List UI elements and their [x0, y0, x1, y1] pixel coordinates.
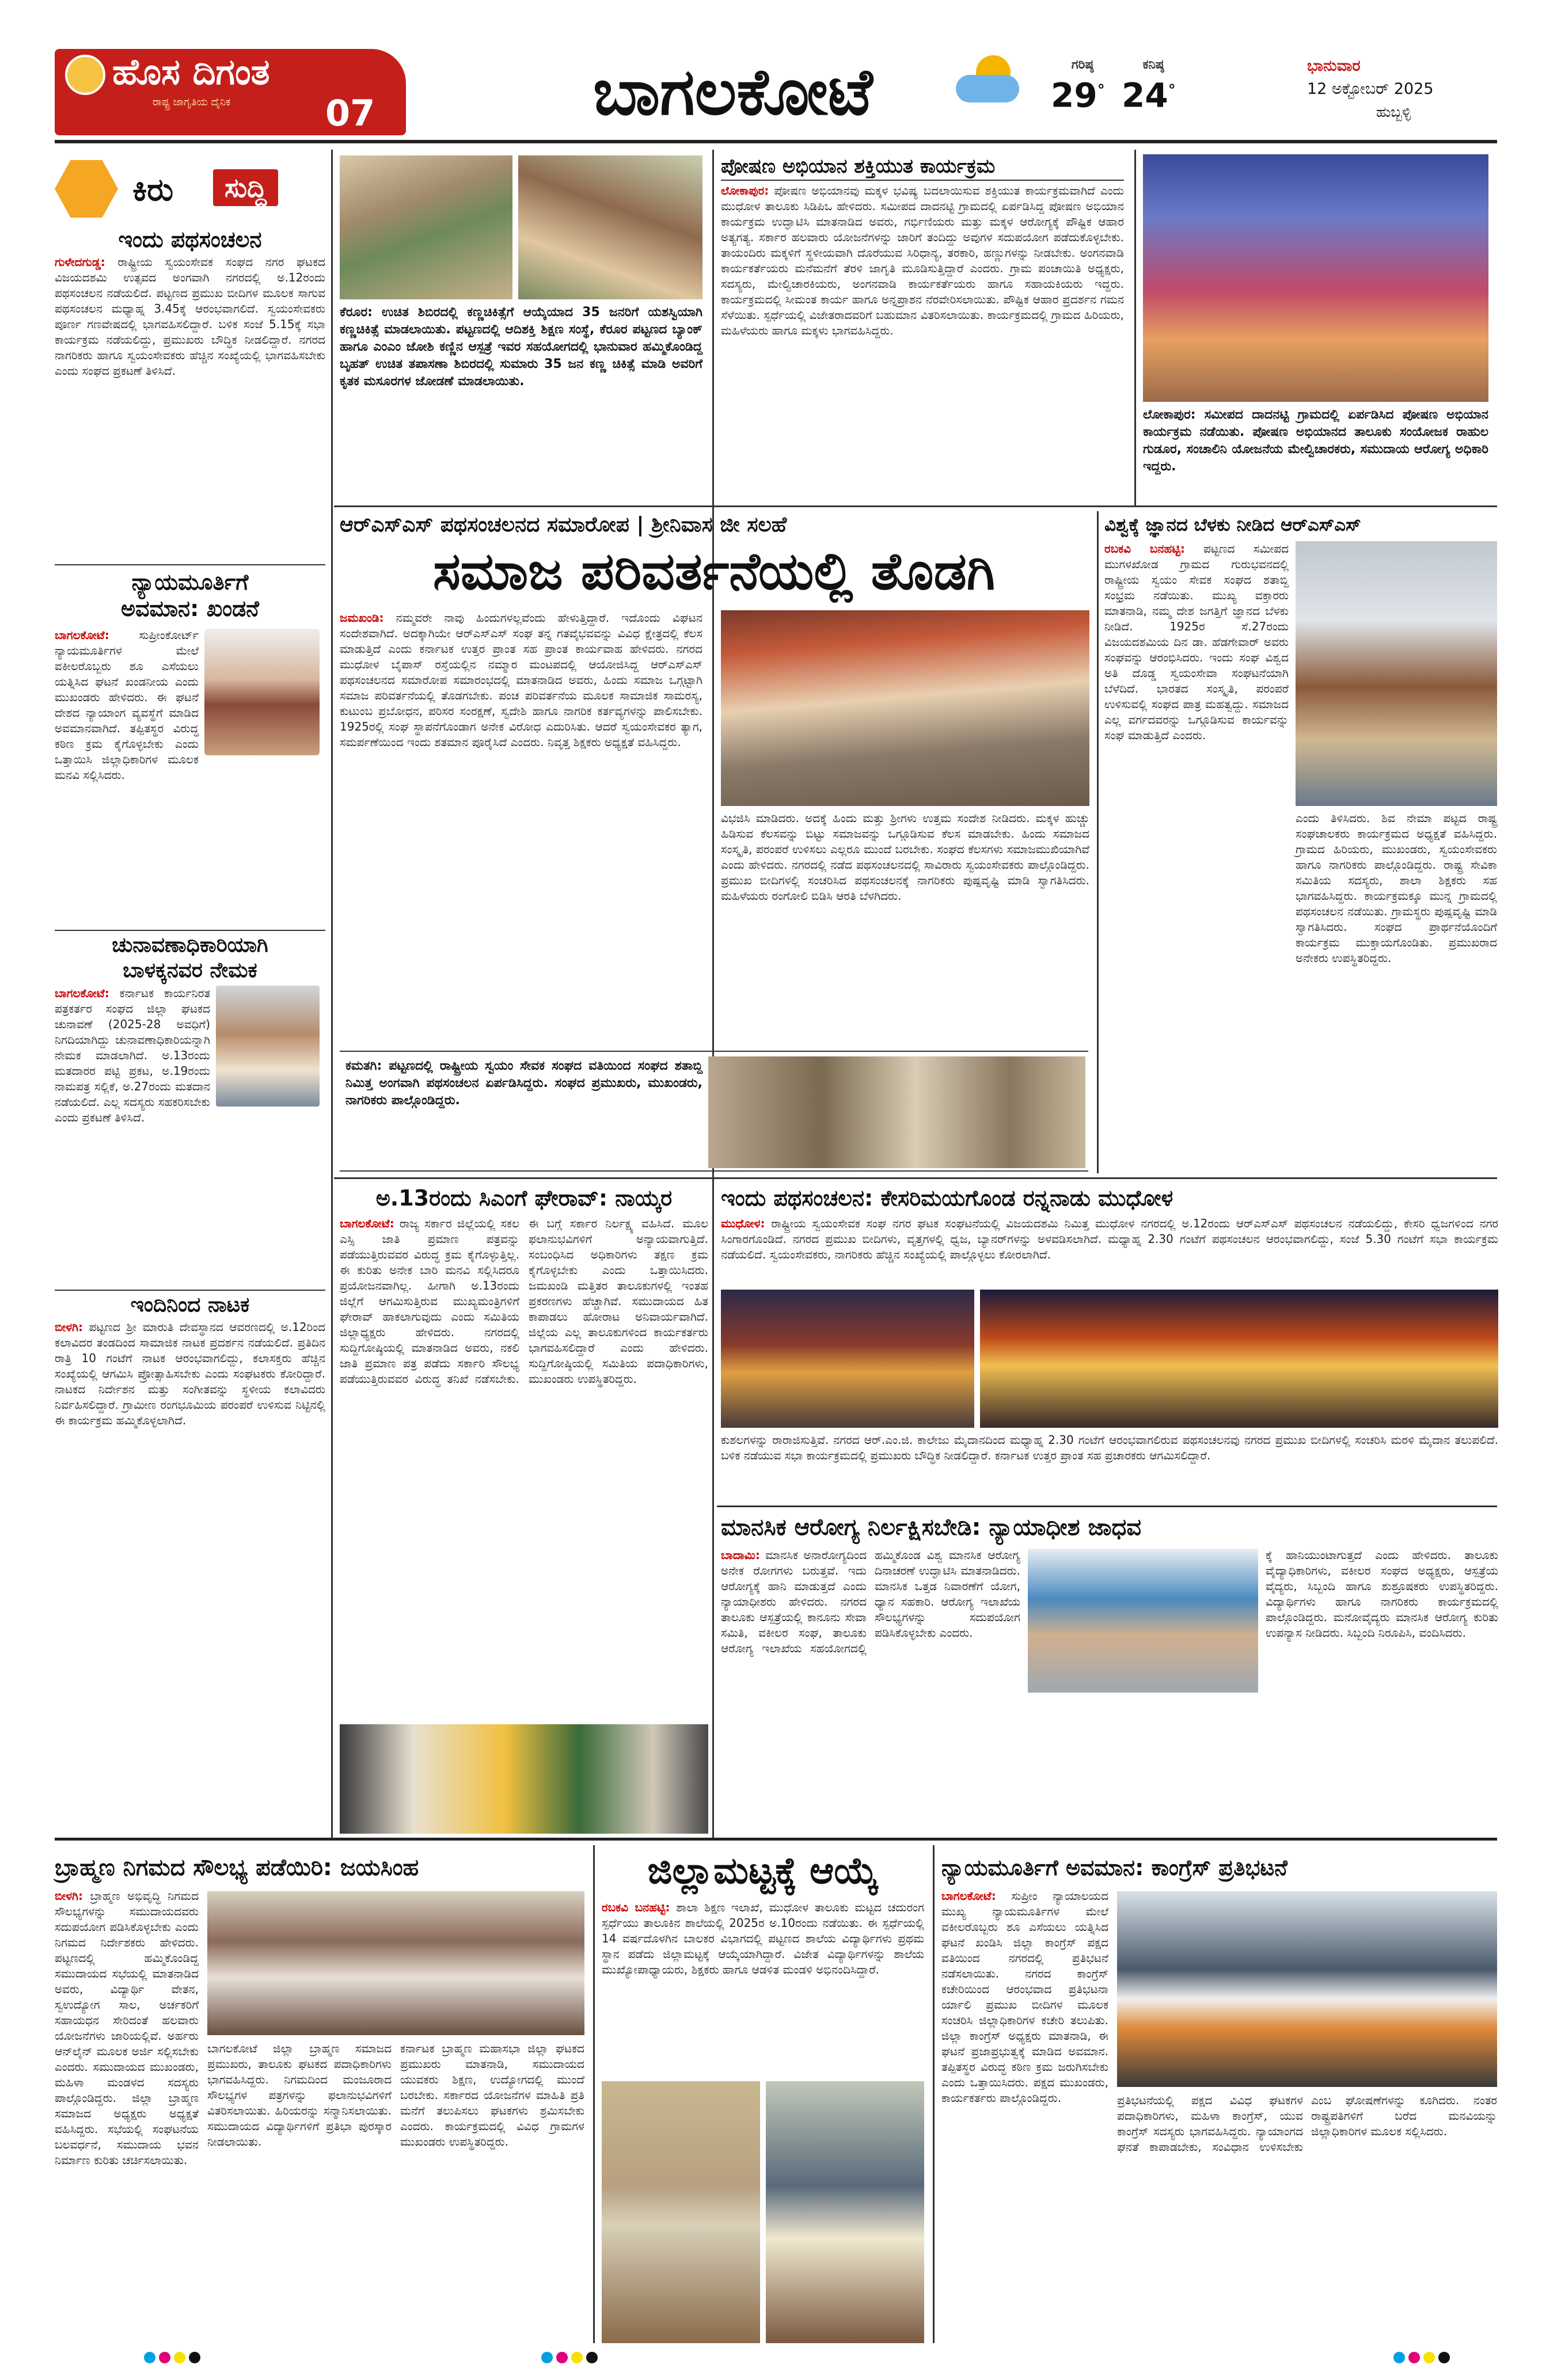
brief-divider-3	[55, 1290, 325, 1291]
brief-divider-1	[55, 564, 325, 565]
brief-4-text: ಪಟ್ಟಣದ ಶ್ರೀ ಮಾರುತಿ ದೇವಸ್ಥಾನದ ಆವರಣದಲ್ಲಿ ಅ.12ರಿಂದ ಕಲಾವಿದರ ತಂಡದಿಂದ ಸಾಮಾಜಿಕ ನಾಟಕ ಪ್ರದರ್ಶನ ನಡೆಯಲಿದೆ. ಪ್ರತಿದಿನ ರಾತ್ರಿ 10 ಗಂಟೆಗೆ ನಾಟಕ ಆರಂಭವಾಗಲಿದ್ದು, ಕಲಾಸಕ್ತರು ಹೆಚ್ಚಿನ ಸಂಖ್ಯೆಯಲ್ಲಿ ಆಗಮಿಸಿ ಪ್ರೋತ್ಸಾಹಿಸಬೇಕು ಎಂದು ಸಂಘಟಕರು ಕೋರಿದ್ದಾರೆ. ನಾಟಕದ ನಿರ್ದೇಶನ ಮತ್ತು ಸಂಗೀತವನ್ನು ಸ್ಥಳೀಯ ಕಲಾವಿದರು ನಿರ್ವಹಿಸಲಿದ್ದಾರೆ. ಗ್ರಾಮೀಣ ರಂಗಭೂಮಿಯ ಪರಂಪರೆ ಉಳಿಸುವ ನಿಟ್ಟಿನಲ್ಲಿ ಈ ಕಾರ್ಯಕ್ರಮ ಹಮ್ಮಿಕೊಳ್ಳಲಾಗಿದೆ.	[55, 1320, 325, 1427]
kamatagi-caption: ಕಮತಗಿ: ಪಟ್ಟಣದಲ್ಲಿ ರಾಷ್ಟ್ರೀಯ ಸ್ವಯಂ ಸೇವಕ ಸಂಘದ ವತಿಯಿಂದ ಸಂಘದ ಶತಾಬ್ದಿ ನಿಮಿತ್ತ ಅಂಗವಾಗಿ ಪಥಸಂಚಲನ ಏರ್ಪಡಿಸಿದ್ದರು. ಸಂಘದ ಪ್ರಮುಖರು, ಮುಖಂಡರು, ನಾಗರಿಕರು ಪಾಲ್ಗೊಂಡಿದ್ದರು.	[345, 1059, 702, 1108]
brief-2-title-a: ನ್ಯಾಯಮೂರ್ತಿಗೆ	[131, 569, 249, 595]
edition-name: ಹುಬ್ಬಳ್ಳಿ	[1376, 104, 1411, 120]
max-temp-label: ಗರಿಷ್ಠ	[1071, 58, 1094, 72]
manasika-body	[721, 1548, 1020, 1835]
brief-1-place: ಗುಳೇದಗುಡ್ಡ:	[55, 255, 105, 269]
brief-3-body	[55, 986, 210, 1285]
max-temp-group	[1051, 58, 1114, 121]
rss-place: ಜಮಖಂಡಿ:	[340, 611, 384, 625]
gherav-title: ಅ.13ರಂದು ಸಿಎಂಗೆ ಘೇರಾವ್: ನಾಯ್ಕರ	[375, 1185, 673, 1211]
brief-1-title: ಇಂದು ಪಥಸಂಚಲನ	[118, 227, 262, 252]
jilla-title: ಜಿಲ್ಲಾಮಟ್ಟಕ್ಕೆ ಆಯ್ಕೆ	[647, 1849, 879, 1892]
gherav-text: ರಾಜ್ಯ ಸರ್ಕಾರ ಜಿಲ್ಲೆಯಲ್ಲಿ ಸಕಲ ಎಸ್ಸಿ ಜಾತಿ ಪ್ರಮಾಣ ಪತ್ರವನ್ನು ಪಡೆಯುತ್ತಿರುವವರ ವಿರುದ್ಧ ಕ್ರಮ ಕೈಗೊಳ್ಳುತ್ತಿಲ್ಲ. ಈ ಕುರಿತು ಅನೇಕ ಬಾರಿ ಮನವಿ ಸಲ್ಲಿಸಿದರೂ ಪ್ರಯೋಜನವಾಗಿಲ್ಲ. ಹೀಗಾಗಿ ಅ.13ರಂದು ಜಿಲ್ಲೆಗೆ ಆಗಮಿಸುತ್ತಿರುವ ಮುಖ್ಯಮಂತ್ರಿಗಳಿಗೆ ಘೇರಾವ್ ಹಾಕಲಾಗುವುದು ಎಂದು ಸಮಿತಿಯ ಜಿಲ್ಲಾಧ್ಯಕ್ಷರು ಹೇಳಿದರು. ನಗರದಲ್ಲಿ ಸುದ್ದಿಗೋಷ್ಠಿಯಲ್ಲಿ ಮಾತನಾಡಿದ ಅವರು, ನಕಲಿ ಜಾತಿ ಪ್ರಮಾಣ ಪತ್ರ ಪಡೆದು ಸರ್ಕಾರಿ ಸೌಲಭ್ಯ ಪಡೆಯುತ್ತಿರುವವರ ವಿರುದ್ಧ ತನಿಖೆ ನಡೆಸಬೇಕು. ಈ ಬಗ್ಗೆ ಸರ್ಕಾರ ನಿರ್ಲಕ್ಷ್ಯ ವಹಿಸಿದೆ. ಮೂಲ ಫಲಾನುಭವಿಗಳಿಗೆ ಅನ್ಯಾಯವಾಗುತ್ತಿದೆ. ಸಂಬಂಧಿಸಿದ ಅಧಿಕಾರಿಗಳು ತಕ್ಷಣ ಕ್ರಮ ಕೈಗೊಳ್ಳಬೇಕು ಎಂದು ಒತ್ತಾಯಿಸಿದರು. ಜಮಖಂಡಿ ಮತ್ತಿತರ ತಾಲೂಕುಗಳಲ್ಲಿ ಇಂತಹ ಪ್ರಕರಣಗಳು ಹೆಚ್ಚಾಗಿವೆ. ಸಮುದಾಯದ ಹಿತ ಕಾಪಾಡಲು ಹೋರಾಟ ಅನಿವಾರ್ಯವಾಗಿದೆ. ಜಿಲ್ಲೆಯ ಎಲ್ಲ ತಾಲೂಕುಗಳಿಂದ ಕಾರ್ಯಕರ್ತರು ಭಾಗವಹಿಸಲಿದ್ದಾರೆ ಎಂದು ಹೇಳಿದರು. ಸುದ್ದಿಗೋಷ್ಠಿಯಲ್ಲಿ ಸಮಿತಿಯ ಪದಾಧಿಕಾರಿಗಳು, ಮುಖಂಡರು ಉಪಸ್ಥಿತರಿದ್ದರು.	[340, 1216, 708, 1386]
min-temp-label: ಕನಿಷ್ಠ	[1142, 58, 1164, 72]
manasika-photo	[1028, 1549, 1258, 1693]
brief-4-body	[55, 1320, 325, 1835]
congress-text: ಸುಪ್ರೀಂ ನ್ಯಾಯಾಲಯದ ಮುಖ್ಯ ನ್ಯಾಯಮೂರ್ತಿಗಳ ಮೇಲೆ ವಕೀಲರೊಬ್ಬರು ಶೂ ಎಸೆಯಲು ಯತ್ನಿಸಿದ ಘಟನೆ ಖಂಡಿಸಿ ಜಿಲ್ಲಾ ಕಾಂಗ್ರೆಸ್ ಪಕ್ಷದ ವತಿಯಿಂದ ನಗರದಲ್ಲಿ ಪ್ರತಿಭಟನೆ ನಡೆಸಲಾಯಿತು. ನಗರದ ಕಾಂಗ್ರೆಸ್ ಕಚೇರಿಯಿಂದ ಆರಂಭವಾದ ಪ್ರತಿಭಟನಾ ರ್ಯಾಲಿ ಪ್ರಮುಖ ಬೀದಿಗಳ ಮೂಲಕ ಸಂಚರಿಸಿ ಜಿಲ್ಲಾಧಿಕಾರಿಗಳ ಕಚೇರಿ ತಲುಪಿತು. ಜಿಲ್ಲಾ ಕಾಂಗ್ರೆಸ್ ಅಧ್ಯಕ್ಷರು ಮಾತನಾಡಿ, ಈ ಘಟನೆ ಪ್ರಜಾಪ್ರಭುತ್ವಕ್ಕೆ ಮಾಡಿದ ಅವಮಾನ. ತಪ್ಪಿತಸ್ಥರ ವಿರುದ್ಧ ಕಠಿಣ ಕ್ರಮ ಜರುಗಿಸಬೇಕು ಎಂದು ಒತ್ತಾಯಿಸಿದರು. ಪಕ್ಷದ ಮುಖಂಡರು, ಕಾರ್ಯಕರ್ತರು ಪಾಲ್ಗೊಂಡಿದ್ದರು.	[941, 1889, 1108, 2105]
eye-camp-photo-1	[340, 155, 512, 299]
eye-camp-photo-2	[518, 155, 702, 299]
congress-place: ಬಾಗಲಕೋಟೆ:	[941, 1889, 996, 1903]
max-temp: 29	[1051, 75, 1097, 115]
brief-divider-2	[55, 930, 325, 931]
issue-date: 12 ಅಕ್ಟೋಬರ್ 2025	[1307, 80, 1434, 98]
brief-1-text: ರಾಷ್ಟ್ರೀಯ ಸ್ವಯಂಸೇವಕ ಸಂಘದ ನಗರ ಘಟಕದ ವಿಜಯದಶಮಿ ಉತ್ಸವದ ಅಂಗವಾಗಿ ನಗರದಲ್ಲಿ ಅ.12ರಂದು ಪಥಸಂಚಲನ ನಡೆಯಲಿದೆ. ಪಟ್ಟಣದ ಪ್ರಮುಖ ಬೀದಿಗಳ ಮೂಲಕ ಸಾಗುವ ಪಥಸಂಚಲನ ಮಧ್ಯಾಹ್ನ 3.45ಕ್ಕೆ ಆರಂಭವಾಗಲಿದೆ. ಸ್ವಯಂಸೇವಕರು ಪೂರ್ಣ ಗಣವೇಷದಲ್ಲಿ ಭಾಗವಹಿಸಲಿದ್ದಾರೆ. ಬಳಿಕ ಸಂಜೆ 5.15ಕ್ಕೆ ಸಭಾ ಕಾರ್ಯಕ್ರಮ ನಡೆಯಲಿದ್ದು, ಪ್ರಮುಖರು ಬೌದ್ಧಿಕ ನೀಡಲಿದ್ದಾರೆ. ನಗರದ ನಾಗರಿಕರು ಹಾಗೂ ಸ್ವಯಂಸೇವಕರು ಹೆಚ್ಚಿನ ಸಂಖ್ಯೆಯಲ್ಲಿ ಭಾಗವಹಿಸಬೇಕು ಎಂದು ಸಂಘದ ಪ್ರಕಟಣೆ ತಿಳಿಸಿದೆ.	[55, 255, 325, 378]
column-rule-bottom-2	[933, 1845, 935, 2343]
jilla-photo-1	[602, 2081, 760, 2343]
brief-3-title-a: ಚುನಾವಣಾಧಿಕಾರಿಯಾಗಿ	[112, 933, 268, 957]
brief-2-text: ಸುಪ್ರೀಂಕೋರ್ಟ್ ನ್ಯಾಯಮೂರ್ತಿಗಳ ಮೇಲೆ ವಕೀಲರೊಬ್ಬರು ಶೂ ಎಸೆಯಲು ಯತ್ನಿಸಿದ ಘಟನೆ ಖಂಡನೀಯ ಎಂದು ಮುಖಂಡರು ಹೇಳಿದರು. ಈ ಘಟನೆ ದೇಶದ ನ್ಯಾಯಾಂಗ ವ್ಯವಸ್ಥೆಗೆ ಮಾಡಿದ ಅವಮಾನವಾಗಿದೆ. ತಪ್ಪಿತಸ್ಥರ ವಿರುದ್ಧ ಕಠಿಣ ಕ್ರಮ ಕೈಗೊಳ್ಳಬೇಕು ಎಂದು ಒತ್ತಾಯಿಸಿ ಜಿಲ್ಲಾಧಿಕಾರಿಗಳ ಮೂಲಕ ಮನವಿ ಸಲ್ಲಿಸಿದರು.	[55, 628, 199, 782]
poshan-place: ಲೋಕಾಪುರ:	[721, 184, 769, 197]
vishwa-body-b: ಎಂದು ತಿಳಿಸಿದರು. ಶಿವ ನೇಮಾ ಪಟ್ಟದ ರಾಷ್ಟ್ರ ಸಂಘಚಾಲಕರು ಕಾರ್ಯಕ್ರಮದ ಅಧ್ಯಕ್ಷತೆ ವಹಿಸಿದ್ದರು. ಗ್ರಾಮದ ಹಿರಿಯರು, ಮುಖಂಡರು, ಸ್ವಯಂಸೇವಕರು ಹಾಗೂ ನಾಗರಿಕರು ಪಾಲ್ಗೊಂಡಿದ್ದರು. ರಾಷ್ಟ್ರ ಸೇವಿಕಾ ಸಮಿತಿಯ ಸದಸ್ಯರು, ಶಾಲಾ ಶಿಕ್ಷಕರು ಸಹ ಭಾಗವಹಿಸಿದ್ದರು. ಕಾರ್ಯಕ್ರಮಕ್ಕೂ ಮುನ್ನ ಗ್ರಾಮದಲ್ಲಿ ಪಥಸಂಚಲನ ನಡೆಯಿತು. ಗ್ರಾಮಸ್ಥರು ಪುಷ್ಪವೃಷ್ಟಿ ಮಾಡಿ ಸ್ವಾಗತಿಸಿದರು. ಸಂಘದ ಪ್ರಾರ್ಥನೆಯೊಂದಿಗೆ ಕಾರ್ಯಕ್ರಮ ಮುಕ್ತಾಯಗೊಂಡಿತು. ಪ್ರಮುಖರಾದ ಅನೇಕರು ಉಪಸ್ಥಿತರಿದ್ದರು.	[1296, 811, 1497, 965]
mudhol-body	[721, 1216, 1498, 1285]
gherav-place: ಬಾಗಲಕೋಟೆ:	[340, 1216, 394, 1230]
congress-body	[941, 1888, 1108, 2176]
mudhol-text: ರಾಷ್ಟ್ರೀಯ ಸ್ವಯಂಸೇವಕ ಸಂಘ ನಗರ ಘಟಕ ಸಂಘಟನೆಯಲ್ಲಿ ವಿಜಯದಶಮಿ ನಿಮಿತ್ತ ಮುಧೋಳ ನಗರದಲ್ಲಿ ಅ.12ರಂದು ಆರ್‌ಎಸ್‌ಎಸ್ ಪಥಸಂಚಲನ ನಡೆಯಲಿದ್ದು, ಕೇಸರಿ ಧ್ವಜಗಳಿಂದ ನಗರ ಸಿಂಗಾರಗೊಂಡಿದೆ. ನಗರದ ಪ್ರಮುಖ ಬೀದಿಗಳು, ವೃತ್ತಗಳಲ್ಲಿ ಧ್ವಜ, ಬ್ಯಾನರ್‌ಗಳನ್ನು ಅಳವಡಿಸಲಾಗಿದೆ. ಮಧ್ಯಾಹ್ನ 2.30 ಗಂಟೆಗೆ ಪಥಸಂಚಲನ ಆರಂಭವಾಗಲಿದ್ದು, ಸಂಜೆ 5.30 ಗಂಟೆಗೆ ಸಭಾ ಕಾರ್ಯಕ್ರಮ ನಡೆಯಲಿದೆ. ಸ್ವಯಂಸೇವಕರು, ನಾಗರಿಕರು ಹೆಚ್ಚಿನ ಸಂಖ್ಯೆಯಲ್ಲಿ ಪಾಲ್ಗೊಳ್ಳಲು ಕೋರಲಾಗಿದೆ.	[721, 1216, 1498, 1261]
masthead-rule	[55, 140, 1497, 143]
brief-2-text-cont	[55, 772, 325, 848]
column-rule-left	[331, 150, 333, 1839]
rss-text-1: ನಮ್ಮವರೇ ನಾವು ಹಿಂದುಗಳಲ್ಲವೆಂದು ಹೇಳುತ್ತಿದ್ದಾರೆ. ಇದೊಂದು ವಿಘಟನ ಸಂದೇಶವಾಗಿದೆ. ಅದಕ್ಕಾಗಿಯೇ ಆರ್‌ಎಸ್‌ಎಸ್ ಸಂಘ ತನ್ನ ಗತವೈಭವವನ್ನು ವಿವಿಧ ಕ್ಷೇತ್ರದಲ್ಲಿ ಕೆಲಸ ಮಾಡುತ್ತಿದೆ ಎಂದು ಕರ್ನಾಟಕ ಉತ್ತರ ಪ್ರಾಂತ ಸಹ ಪ್ರಾಂತ ಕಾರ್ಯವಾಹ ಹೇಳಿದರು. ನಗರದ ಮುಧೋಳ ಬೈಪಾಸ್ ರಸ್ತೆಯಲ್ಲಿನ ನಮ್ಮಾರ ಮಂಟಪದಲ್ಲಿ ಆಯೋಜಿಸಿದ್ದ ಆರ್‌ಎಸ್‌ಎಸ್ ಪಥಸಂಚಲನದ ಸಮಾರೋಪ ಸಮಾರಂಭದಲ್ಲಿ ಮಾತನಾಡಿದ ಅವರು, ಹಿಂದು ಸಮಾಜ ಒಗ್ಗಟ್ಟಾಗಿ ಸಮಾಜ ಪರಿವರ್ತನೆಯಲ್ಲಿ ತೊಡಗಬೇಕು. ಪಂಚ ಪರಿವರ್ತನೆಯ ಮೂಲಕ ಸಾಮಾಜಿಕ ಸಾಮರಸ್ಯ, ಕುಟುಂಬ ಪ್ರಬೋಧನ, ಪರಿಸರ ಸಂರಕ್ಷಣೆ, ಸ್ವದೇಶಿ ಹಾಗೂ ನಾಗರಿಕ ಕರ್ತವ್ಯಗಳನ್ನು ಪಾಲಿಸಬೇಕು. 1925ರಲ್ಲಿ ಸಂಘ ಸ್ಥಾಪನೆಗೊಂಡಾಗ ಅನೇಕ ವಿರೋಧ ಎದುರಿಸಿತು. ಆದರೆ ಸ್ವಯಂಸೇವಕರ ತ್ಯಾಗ, ಸಮರ್ಪಣೆಯಿಂದ ಇಂದು ಶತಮಾನ ಪೂರೈಸಿದೆ ಎಂದರು. ನಿವೃತ್ತ ಶಿಕ್ಷಕರು ಅಧ್ಯಕ್ಷತೆ ವಹಿಸಿದ್ದರು.	[340, 611, 702, 749]
gherav-photo	[340, 1724, 708, 1834]
rss-kicker: ಆರ್‌ಎಸ್‌ಎಸ್ ಪಥಸಂಚಲನದ ಸಮಾರೋಪ | ಶ್ರೀನಿವಾಸ ಜೀ ಸಲಹೆ	[340, 513, 787, 537]
poshan-body	[721, 183, 1124, 494]
manasika-text: ಮಾನಸಿಕ ಅನಾರೋಗ್ಯದಿಂದ ಅನೇಕ ರೋಗಗಳು ಬರುತ್ತವೆ. ಇದು ಆರೋಗ್ಯಕ್ಕೆ ಹಾನಿ ಮಾಡುತ್ತದೆ ಎಂದು ನ್ಯಾಯಾಧೀಶರು ಹೇಳಿದರು. ನಗರದ ತಾಲೂಕು ಆಸ್ಪತ್ರೆಯಲ್ಲಿ ಕಾನೂನು ಸೇವಾ ಸಮಿತಿ, ವಕೀಲರ ಸಂಘ, ತಾಲೂಕು ಆರೋಗ್ಯ ಇಲಾಖೆಯ ಸಹಯೋಗದಲ್ಲಿ ಹಮ್ಮಿಕೊಂಡ ವಿಶ್ವ ಮಾನಸಿಕ ಆರೋಗ್ಯ ದಿನಾಚರಣೆ ಉದ್ಘಾಟಿಸಿ ಮಾತನಾಡಿದರು. ಮಾನಸಿಕ ಒತ್ತಡ ನಿವಾರಣೆಗೆ ಯೋಗ, ಧ್ಯಾನ ಸಹಕಾರಿ. ಆರೋಗ್ಯ ಇಲಾಖೆಯ ಸೌಲಭ್ಯಗಳನ್ನು ಸದುಪಯೋಗ ಪಡಿಸಿಕೊಳ್ಳಬೇಕು ಎಂದರು.	[721, 1548, 1020, 1655]
page-number: 07	[325, 92, 375, 134]
brahmana-place: ಬೀಳಗಿ:	[55, 1889, 83, 1903]
brief-2-body-cont	[55, 771, 325, 927]
mudhol-body-2: ಕುಶಲಗಳನ್ನು ರಾರಾಜಿಸುತ್ತಿವೆ. ನಗರದ ಆರ್.ಎಂ.ಜಿ. ಕಾಲೇಜು ಮೈದಾನದಿಂದ ಮಧ್ಯಾಹ್ನ 2.30 ಗಂಟೆಗೆ ಆರಂಭವಾಗಲಿರುವ ಪಥಸಂಚಲನವು ನಗರದ ಪ್ರಮುಖ ಬೀದಿಗಳಲ್ಲಿ ಸಂಚರಿಸಿ ಮರಳಿ ಮೈದಾನ ತಲುಪಲಿದೆ. ಬಳಿಕ ನಡೆಯುವ ಸಭಾ ಕಾರ್ಯಕ್ರಮದಲ್ಲಿ ಪ್ರಮುಖರು ಬೌದ್ಧಿಕ ನೀಡಲಿದ್ದಾರೆ. ಕರ್ನಾಟಕ ಉತ್ತರ ಪ್ರಾಂತ ಸಹ ಪ್ರಚಾರಕರು ಆಗಮಿಸಲಿದ್ದಾರೆ.	[721, 1433, 1498, 1462]
vishwa-title: ವಿಶ್ವಕ್ಕೆ ಜ್ಞಾನದ ಬೆಳಕು ನೀಡಿದ ಆರ್‌ಎಸ್‌ಎಸ್	[1104, 515, 1361, 535]
poshan-photo	[1143, 154, 1488, 402]
rss-headline: ಸಮಾಜ ಪರಿವರ್ತನೆಯಲ್ಲಿ ತೊಡಗಿ	[432, 541, 996, 602]
jilla-photo-2	[766, 2081, 924, 2343]
max-degree: °	[1097, 82, 1105, 99]
kamatagi-photo	[708, 1056, 1085, 1168]
brahmana-body	[55, 1888, 199, 2343]
logo-tagline: ರಾಷ್ಟ್ರ ಜಾಗೃತಿಯ ದೈನಿಕ	[153, 96, 231, 108]
jilla-body	[602, 1900, 924, 2073]
brief-4-place: ಬೀಳಗಿ:	[55, 1320, 83, 1334]
poshan-text: ಪೋಷಣ ಅಭಿಯಾನವು ಮಕ್ಕಳ ಭವಿಷ್ಯ ಬದಲಾಯಿಸುವ ಶಕ್ತಿಯುತ ಕಾರ್ಯಕ್ರಮವಾಗಿದೆ ಎಂದು ಮುಧೋಳ ತಾಲೂಕು ಸಿಡಿಪಿಒ ಹೇಳಿದರು. ಸಮೀಪದ ದಾದನಟ್ಟಿ ಗ್ರಾಮದಲ್ಲಿ ಏರ್ಪಡಿಸಿದ್ದ ಪೋಷಣ ಅಭಿಯಾನ ಕಾರ್ಯಕ್ರಮ ಉದ್ಘಾಟಿಸಿ ಮಾತನಾಡಿದ ಅವರು, ಗರ್ಭಿಣಿಯರು ಮತ್ತು ಮಕ್ಕಳ ಆರೋಗ್ಯಕ್ಕೆ ಪೌಷ್ಟಿಕ ಆಹಾರ ಅತ್ಯಗತ್ಯ. ಸರ್ಕಾರ ಹಲವಾರು ಯೋಜನೆಗಳನ್ನು ಜಾರಿಗೆ ತಂದಿದ್ದು ಅವುಗಳ ಸದುಪಯೋಗ ಪಡೆದುಕೊಳ್ಳಬೇಕು. ತಾಯಂದಿರು ಮಕ್ಕಳಿಗೆ ಸ್ಥಳೀಯವಾಗಿ ದೊರೆಯುವ ಸಿರಿಧಾನ್ಯ, ತರಕಾರಿ, ಹಣ್ಣುಗಳನ್ನು ನೀಡಬೇಕು. ಅಂಗನವಾಡಿ ಕಾರ್ಯಕರ್ತೆಯರು ಮನೆಮನೆಗೆ ತೆರಳಿ ಜಾಗೃತಿ ಮೂಡಿಸುತ್ತಿದ್ದಾರೆ ಎಂದರು. ಗ್ರಾಮ ಪಂಚಾಯಿತಿ ಅಧ್ಯಕ್ಷರು, ಸದಸ್ಯರು, ಮೇಲ್ವಿಚಾರಕಿಯರು, ಅಂಗನವಾಡಿ ಕಾರ್ಯಕರ್ತೆಯರು ಹಾಗೂ ಸಹಾಯಕಿಯರು ಇದ್ದರು. ಕಾರ್ಯಕ್ರಮದಲ್ಲಿ ಸೀಮಂತ ಕಾರ್ಯ ಹಾಗೂ ಅನ್ನಪ್ರಾಶನ ನೆರವೇರಿಸಲಾಯಿತು. ಪೌಷ್ಟಿಕ ಆಹಾರ ಪ್ರದರ್ಶನ ಗಮನ ಸೆಳೆಯಿತು. ಸ್ಪರ್ಧೆಯಲ್ಲಿ ವಿಜೇತರಾದವರಿಗೆ ಬಹುಮಾನ ವಿತರಿಸಲಾಯಿತು. ಕಾರ್ಯಕ್ರಮದಲ್ಲಿ ಗ್ರಾಮದ ಹಿರಿಯರು, ಮಹಿಳೆಯರು ಹಾಗೂ ಮಕ್ಕಳು ಭಾಗವಹಿಸಿದ್ದರು.	[721, 184, 1124, 337]
min-degree: °	[1168, 82, 1176, 99]
gherav-body	[340, 1216, 708, 1717]
brahmana-text: ಬ್ರಾಹ್ಮಣ ಅಭಿವೃದ್ಧಿ ನಿಗಮದ ಸೌಲಭ್ಯಗಳನ್ನು ಸಮುದಾಯದವರು ಸದುಪಯೋಗ ಪಡಿಸಿಕೊಳ್ಳಬೇಕು ಎಂದು ನಿಗಮದ ನಿರ್ದೇಶಕರು ಹೇಳಿದರು. ಪಟ್ಟಣದಲ್ಲಿ ಹಮ್ಮಿಕೊಂಡಿದ್ದ ಸಮುದಾಯದ ಸಭೆಯಲ್ಲಿ ಮಾತನಾಡಿದ ಅವರು, ವಿದ್ಯಾರ್ಥಿ ವೇತನ, ಸ್ವಉದ್ಯೋಗ ಸಾಲ, ಅರ್ಚಕರಿಗೆ ಸಹಾಯಧನ ಸೇರಿದಂತೆ ಹಲವಾರು ಯೋಜನೆಗಳು ಜಾರಿಯಲ್ಲಿವೆ. ಅರ್ಹರು ಆನ್‌ಲೈನ್ ಮೂಲಕ ಅರ್ಜಿ ಸಲ್ಲಿಸಬೇಕು ಎಂದರು. ಸಮುದಾಯದ ಮುಖಂಡರು, ಮಹಿಳಾ ಮಂಡಳದ ಸದಸ್ಯರು ಪಾಲ್ಗೊಂಡಿದ್ದರು. ಜಿಲ್ಲಾ ಬ್ರಾಹ್ಮಣ ಸಮಾಜದ ಅಧ್ಯಕ್ಷರು ಅಧ್ಯಕ್ಷತೆ ವಹಿಸಿದ್ದರು. ಸಭೆಯಲ್ಲಿ ಸಂಘಟನೆಯ ಬಲವರ್ಧನೆ, ಸಮುದಾಯ ಭವನ ನಿರ್ಮಾಣ ಕುರಿತು ಚರ್ಚಿಸಲಾಯಿತು.	[55, 1889, 199, 2167]
city-title: ಬಾಗಲಕೋಟೆ	[593, 54, 873, 130]
brief-2-portrait	[204, 629, 320, 755]
logo-emblem-icon	[65, 55, 105, 95]
poshan-photo-caption: ಲೋಕಾಪುರ: ಸಮೀಪದ ದಾದನಟ್ಟಿ ಗ್ರಾಮದಲ್ಲಿ ಏರ್ಪಡಿಸಿದ ಪೋಷಣ ಅಭಿಯಾನ ಕಾರ್ಯಕ್ರಮ ನಡೆಯಿತು. ಪೋಷಣ ಅಭಿಯಾನದ ತಾಲೂಕು ಸಂಯೋಜಕ ರಾಹುಲ ಗುಡೂರ, ಸಂಚಾಲಿನಿ ಯೋಜನೆಯ ಮೇಲ್ವಿಚಾರಕರು, ಸಮುದಾಯ ಆರೋಗ್ಯ ಅಧಿಕಾರಿ ಇದ್ದರು.	[1143, 408, 1488, 474]
manasika-body-2: ಕ್ಕೆ ಹಾನಿಯುಂಟಾಗುತ್ತದೆ ಎಂದು ಹೇಳಿದರು. ತಾಲೂಕು ವೈದ್ಯಾಧಿಕಾರಿಗಳು, ವಕೀಲರ ಸಂಘದ ಅಧ್ಯಕ್ಷರು, ಆಸ್ಪತ್ರೆಯ ವೈದ್ಯರು, ಸಿಬ್ಬಂದಿ ಹಾಗೂ ಶುಶ್ರೂಷಕರು ಉಪಸ್ಥಿತರಿದ್ದರು. ವಿದ್ಯಾರ್ಥಿಗಳು ಹಾಗೂ ನಾಗರಿಕರು ಕಾರ್ಯಕ್ರಮದಲ್ಲಿ ಪಾಲ್ಗೊಂಡಿದ್ದರು. ಮನೋವೈದ್ಯರು ಮಾನಸಿಕ ಆರೋಗ್ಯ ಕುರಿತು ಉಪನ್ಯಾಸ ನೀಡಿದರು. ಸಿಬ್ಬಂದಿ ನಿರೂಪಿಸಿ, ವಂದಿಸಿದರು.	[1266, 1548, 1498, 1640]
registration-marks-right	[1393, 2352, 1450, 2363]
mudhol-title: ಇಂದು ಪಥಸಂಚಲನ: ಕೇಸರಿಮಯಗೊಂಡ ರನ್ನನಾಡು ಮುಧೋಳ	[721, 1185, 1173, 1211]
brief-2-body	[55, 628, 199, 782]
column-rule-middle	[712, 150, 714, 1839]
column-rule-vishwa	[1097, 511, 1099, 1173]
kamatagi-inset	[340, 1051, 1088, 1172]
logo-block	[55, 49, 406, 135]
rss-body-2: ವಿಭಜಿಸಿ ಮಾಡಿದರು. ಅದಕ್ಕೆ ಹಿಂದು ಮತ್ತು ಶ್ರೀಗಳು ಉತ್ತಮ ಸಂದೇಶ ನೀಡಿದರು. ಮಕ್ಕಳ ಹುಚ್ಚು ಹಿಡಿಸುವ ಕೆಲಸವನ್ನು ಬಿಟ್ಟು ಸಮಾಜವನ್ನು ಒಗ್ಗೂಡಿಸುವ ಕೆಲಸ ಮಾಡಬೇಕು. ಹಿಂದು ಸಮಾಜದ ಸಂಸ್ಕೃತಿ, ಪರಂಪರೆ ಉಳಿಸಲು ಎಲ್ಲರೂ ಮುಂದೆ ಬರಬೇಕು. ಸಂಘದ ಕೆಲಸಗಳು ಸಮಾಜಮುಖಿಯಾಗಿವೆ ಎಂದು ಹೇಳಿದರು. ನಗರದಲ್ಲಿ ನಡೆದ ಪಥಸಂಚಲನದಲ್ಲಿ ಸಾವಿರಾರು ಸ್ವಯಂಸೇವಕರು ಪಾಲ್ಗೊಂಡಿದ್ದರು. ಪ್ರಮುಖ ಬೀದಿಗಳಲ್ಲಿ ಸಂಚರಿಸಿದ ಪಥಸಂಚಲನಕ್ಕೆ ನಾಗರಿಕರು ಪುಷ್ಪವೃಷ್ಟಿ ಮಾಡಿ ಸ್ವಾಗತಿಸಿದರು. ಮಹಿಳೆಯರು ರಂಗೋಲಿ ಬಿಡಿಸಿ ಆರತಿ ಬೆಳಗಿದರು.	[721, 811, 1089, 903]
section-rule-3	[717, 1505, 1497, 1507]
brief-3-place: ಬಾಗಲಕೋಟೆ:	[55, 986, 109, 1000]
vishwa-text-a: ಪಟ್ಟಣದ ಸಮೀಪದ ಮುಗಳಖೋಡ ಗ್ರಾಮದ ಗುರುಭವನದಲ್ಲಿ ರಾಷ್ಟ್ರೀಯ ಸ್ವಯಂ ಸೇವಕ ಸಂಘದ ಶತಾಬ್ದಿ ಸಂಭ್ರಮ ನಡೆಯಿತು. ಮುಖ್ಯ ವಕ್ತಾರರು ಮಾತನಾಡಿ, ನಮ್ಮ ದೇಶ ಜಗತ್ತಿಗೆ ಜ್ಞಾನದ ಬೆಳಕು ನೀಡಿದೆ. 1925ರ ಸೆ.27ರಂದು ವಿಜಯದಶಮಿಯ ದಿನ ಡಾ. ಹೆಡಗೇವಾರ್ ಅವರು ಸಂಘವನ್ನು ಆರಂಭಿಸಿದರು. ಇಂದು ಸಂಘ ವಿಶ್ವದ ಅತಿ ದೊಡ್ಡ ಸ್ವಯಂಸೇವಾ ಸಂಘಟನೆಯಾಗಿ ಬೆಳೆದಿದೆ. ಭಾರತದ ಸಂಸ್ಕೃತಿ, ಪರಂಪರೆ ಉಳಿಸುವಲ್ಲಿ ಸಂಘದ ಪಾತ್ರ ಮಹತ್ವದ್ದು. ಸಮಾಜದ ಎಲ್ಲ ವರ್ಗದವರನ್ನು ಒಗ್ಗೂಡಿಸುವ ಕಾರ್ಯವನ್ನು ಸಂಘ ಮಾಡುತ್ತಿದೆ ಎಂದರು.	[1104, 542, 1289, 742]
jilla-text: ಶಾಲಾ ಶಿಕ್ಷಣ ಇಲಾಖೆ, ಮುಧೋಳ ತಾಲೂಕು ಮಟ್ಟದ ಚದುರಂಗ ಸ್ಪರ್ಧೆಯು ತಾಲೂಕಿನ ಶಾಲೆಯಲ್ಲಿ 2025ರ ಅ.10ರಂದು ನಡೆಯಿತು. ಈ ಸ್ಪರ್ಧೆಯಲ್ಲಿ 14 ವರ್ಷದೊಳಗಿನ ಬಾಲಕರ ವಿಭಾಗದಲ್ಲಿ ಪಟ್ಟಣದ ಶಾಲೆಯ ವಿದ್ಯಾರ್ಥಿಗಳು ಪ್ರಥಮ ಸ್ಥಾನ ಪಡೆದು ಜಿಲ್ಲಾಮಟ್ಟಕ್ಕೆ ಆಯ್ಕೆಯಾಗಿದ್ದಾರೆ. ವಿಜೇತ ವಿದ್ಯಾರ್ಥಿಗಳನ್ನು ಶಾಲೆಯ ಮುಖ್ಯೋಪಾಧ್ಯಾಯರು, ಶಿಕ್ಷಕರು ಹಾಗೂ ಆಡಳಿತ ಮಂಡಳಿ ಅಭಿನಂದಿಸಿದ್ದಾರೆ.	[602, 1900, 924, 1976]
column-rule-bottom-1	[593, 1845, 595, 2343]
kiru-label: ಕಿರು	[132, 172, 174, 208]
congress-title: ನ್ಯಾಯಮೂರ್ತಿಗೆ ಅವಮಾನ: ಕಾಂಗ್ರೆಸ್ ಪ್ರತಿಭಟನೆ	[941, 1855, 1287, 1880]
suddi-label: ಸುದ್ದಿ	[213, 169, 278, 206]
hand-pointing-icon	[55, 160, 118, 218]
brief-4-title: ಇಂದಿನಿಂದ ನಾಟಕ	[130, 1293, 250, 1317]
manasika-place: ಬಾದಾಮಿ:	[721, 1548, 760, 1562]
vishwa-body-a	[1104, 541, 1289, 1094]
brief-3-text: ಕರ್ನಾಟಕ ಕಾರ್ಯನಿರತ ಪತ್ರಕರ್ತರ ಸಂಘದ ಜಿಲ್ಲಾ ಘಟಕದ ಚುನಾವಣೆ (2025-28 ಅವಧಿಗೆ) ನಿಗದಿಯಾಗಿದ್ದು ಚುನಾವಣಾಧಿಕಾರಿಯನ್ನಾಗಿ ನೇಮಕ ಮಾಡಲಾಗಿದೆ. ಅ.13ರಂದು ಮತದಾರರ ಪಟ್ಟಿ ಪ್ರಕಟ, ಅ.19ರಂದು ನಾಮಪತ್ರ ಸಲ್ಲಿಕೆ, ಅ.27ರಂದು ಮತದಾನ ನಡೆಯಲಿದೆ. ಎಲ್ಲ ಸದಸ್ಯರು ಸಹಕರಿಸಬೇಕು ಎಂದು ಪ್ರಕಟಣೆ ತಿಳಿಸಿದೆ.	[55, 986, 210, 1124]
column-rule-right	[1134, 150, 1136, 507]
vishwa-place: ರಬಕವಿ ಬನಹಟ್ಟಿ:	[1104, 542, 1185, 556]
brahmana-body-3: ಕರ್ನಾಟಕ ಬ್ರಾಹ್ಮಣ ಮಹಾಸಭಾ ಜಿಲ್ಲಾ ಘಟಕದ ಪ್ರಮುಖರು ಮಾತನಾಡಿ, ಸಮುದಾಯದ ಯುವಕರು ಶಿಕ್ಷಣ, ಉದ್ಯೋಗದಲ್ಲಿ ಮುಂದೆ ಬರಬೇಕು. ಸರ್ಕಾರದ ಯೋಜನೆಗಳ ಮಾಹಿತಿ ಪ್ರತಿ ಮನೆಗೆ ತಲುಪಿಸಲು ಘಟಕಗಳು ಶ್ರಮಿಸಬೇಕು ಎಂದರು. ಕಾರ್ಯಕ್ರಮದಲ್ಲಿ ವಿವಿಧ ಗ್ರಾಮಗಳ ಮುಖಂಡರು ಉಪಸ್ಥಿತರಿದ್ದರು.	[400, 2041, 584, 2149]
logo-text: ಹೊಸ ದಿಗಂತ	[112, 51, 270, 93]
eye-camp-caption: ಕೆರೂರ: ಉಚಿತ ಶಿಬಿರದಲ್ಲಿ ಕಣ್ಣಚಿಕಿತ್ಸೆಗೆ ಆಯ್ಕೆಯಾದ 35 ಜನರಿಗೆ ಯಶಸ್ವಿಯಾಗಿ ಕಣ್ಣಚಿಕಿತ್ಸೆ ಮಾಡಲಾಯಿತು. ಪಟ್ಟಣದಲ್ಲಿ ಆದಿಶಕ್ತಿ ಶಿಕ್ಷಣ ಸಂಸ್ಥೆ, ಕೆರೂರ ಪಟ್ಟಣದ ಬ್ಯಾಂಕ್ ಹಾಗೂ ಎಂಎಂ ಜೋಶಿ ಕಣ್ಣಿನ ಆಸ್ಪತ್ರೆ ಇವರ ಸಹಯೋಗದಲ್ಲಿ ಭಾನುವಾರ ಹಮ್ಮಿಕೊಂಡಿದ್ದ ಬೃಹತ್ ಉಚಿತ ತಪಾಸಣಾ ಶಿಬಿರದಲ್ಲಿ ಸುಮಾರು 35 ಜನ ಕಣ್ಣ ಚಿಕಿತ್ಸೆ ಮಾಡಿ ಅವರಿಗೆ ಕೃತಕ ಮಸೂರಗಳ ಜೋಡಣೆ ಮಾಡಲಾಯಿತು.	[340, 305, 702, 389]
kiru-suddi-badge	[55, 155, 320, 225]
brief-3-portrait	[216, 986, 320, 1107]
brief-1-body	[55, 254, 325, 560]
masthead	[0, 0, 1542, 147]
min-temp: 24	[1122, 75, 1168, 115]
date-block	[1307, 55, 1497, 135]
poshan-title-rule	[721, 180, 1124, 181]
mudhol-photo-1	[721, 1290, 974, 1428]
poshan-title: ಪೋಷಣ ಅಭಿಯಾನ ಶಕ್ತಿಯುತ ಕಾರ್ಯಕ್ರಮ	[721, 155, 996, 178]
manasika-title: ಮಾನಸಿಕ ಆರೋಗ್ಯ ನಿರ್ಲಕ್ಷಿಸಬೇಡಿ: ನ್ಯಾಯಾಧೀಶ ಜಾಧವ	[721, 1514, 1142, 1541]
section-rule-2	[334, 1177, 1497, 1179]
registration-marks-left	[144, 2352, 200, 2363]
jilla-place: ರಬಕವಿ ಬನಹಟ್ಟಿ:	[602, 1900, 670, 1914]
brief-3-title-b: ಬಾಳಕ್ಕನವರ ನೇಮಕ	[123, 959, 257, 982]
brahmana-body-2: ಬಾಗಲಕೋಟೆ ಜಿಲ್ಲಾ ಬ್ರಾಹ್ಮಣ ಸಮಾಜದ ಪ್ರಮುಖರು, ತಾಲೂಕು ಘಟಕದ ಪದಾಧಿಕಾರಿಗಳು ಭಾಗವಹಿಸಿದ್ದರು. ನಿಗಮದಿಂದ ಮಂಜೂರಾದ ಸೌಲಭ್ಯಗಳ ಪತ್ರಗಳನ್ನು ಫಲಾನುಭವಿಗಳಿಗೆ ವಿತರಿಸಲಾಯಿತು. ಹಿರಿಯರನ್ನು ಸನ್ಮಾನಿಸಲಾಯಿತು. ಸಮುದಾಯದ ವಿದ್ಯಾರ್ಥಿಗಳಿಗೆ ಪ್ರತಿಭಾ ಪುರಸ್ಕಾರ ನೀಡಲಾಯಿತು.	[207, 2041, 392, 2149]
congress-body-2: ಪ್ರತಿಭಟನೆಯಲ್ಲಿ ಪಕ್ಷದ ವಿವಿಧ ಘಟಕಗಳ ಪದಾಧಿಕಾರಿಗಳು, ಮಹಿಳಾ ಕಾಂಗ್ರೆಸ್, ಯುವ ಕಾಂಗ್ರೆಸ್ ಸದಸ್ಯರು ಭಾಗವಹಿಸಿದ್ದರು. ನ್ಯಾಯಾಂಗದ ಘನತೆ ಕಾಪಾಡಬೇಕು, ಸಂವಿಧಾನ ಉಳಿಸಬೇಕು ಎಂಬ ಘೋಷಣೆಗಳನ್ನು ಕೂಗಿದರು. ನಂತರ ರಾಷ್ಟ್ರಪತಿಗಳಿಗೆ ಬರೆದ ಮನವಿಯನ್ನು ಜಿಲ್ಲಾಧಿಕಾರಿಗಳ ಮೂಲಕ ಸಲ್ಲಿಸಿದರು.	[1117, 2093, 1497, 2154]
brief-2-place: ಬಾಗಲಕೋಟೆ:	[55, 628, 109, 642]
brahmana-title: ಬ್ರಾಹ್ಮಣ ನಿಗಮದ ಸೌಲಭ್ಯ ಪಡೆಯಿರಿ: ಜಯಸಿಂಹ	[55, 1854, 419, 1881]
mudhol-place: ಮುಧೋಳ:	[721, 1216, 765, 1230]
rss-body-1	[340, 610, 702, 1048]
section-rule-1	[334, 505, 1497, 507]
mudhol-photo-2	[980, 1290, 1498, 1428]
weekday: ಭಾನುವಾರ	[1307, 57, 1361, 75]
weather-icon	[950, 51, 1025, 114]
brief-2-title-b: ಅವಮಾನ: ಖಂಡನೆ	[121, 596, 259, 621]
rss-stage-photo	[721, 610, 1089, 806]
section-rule-4	[55, 1838, 1497, 1841]
vishwa-photo	[1296, 541, 1497, 806]
min-temp-group	[1122, 58, 1185, 121]
congress-photo	[1117, 1891, 1497, 2087]
registration-marks-center	[541, 2352, 598, 2363]
brahmana-photo	[207, 1891, 584, 2035]
